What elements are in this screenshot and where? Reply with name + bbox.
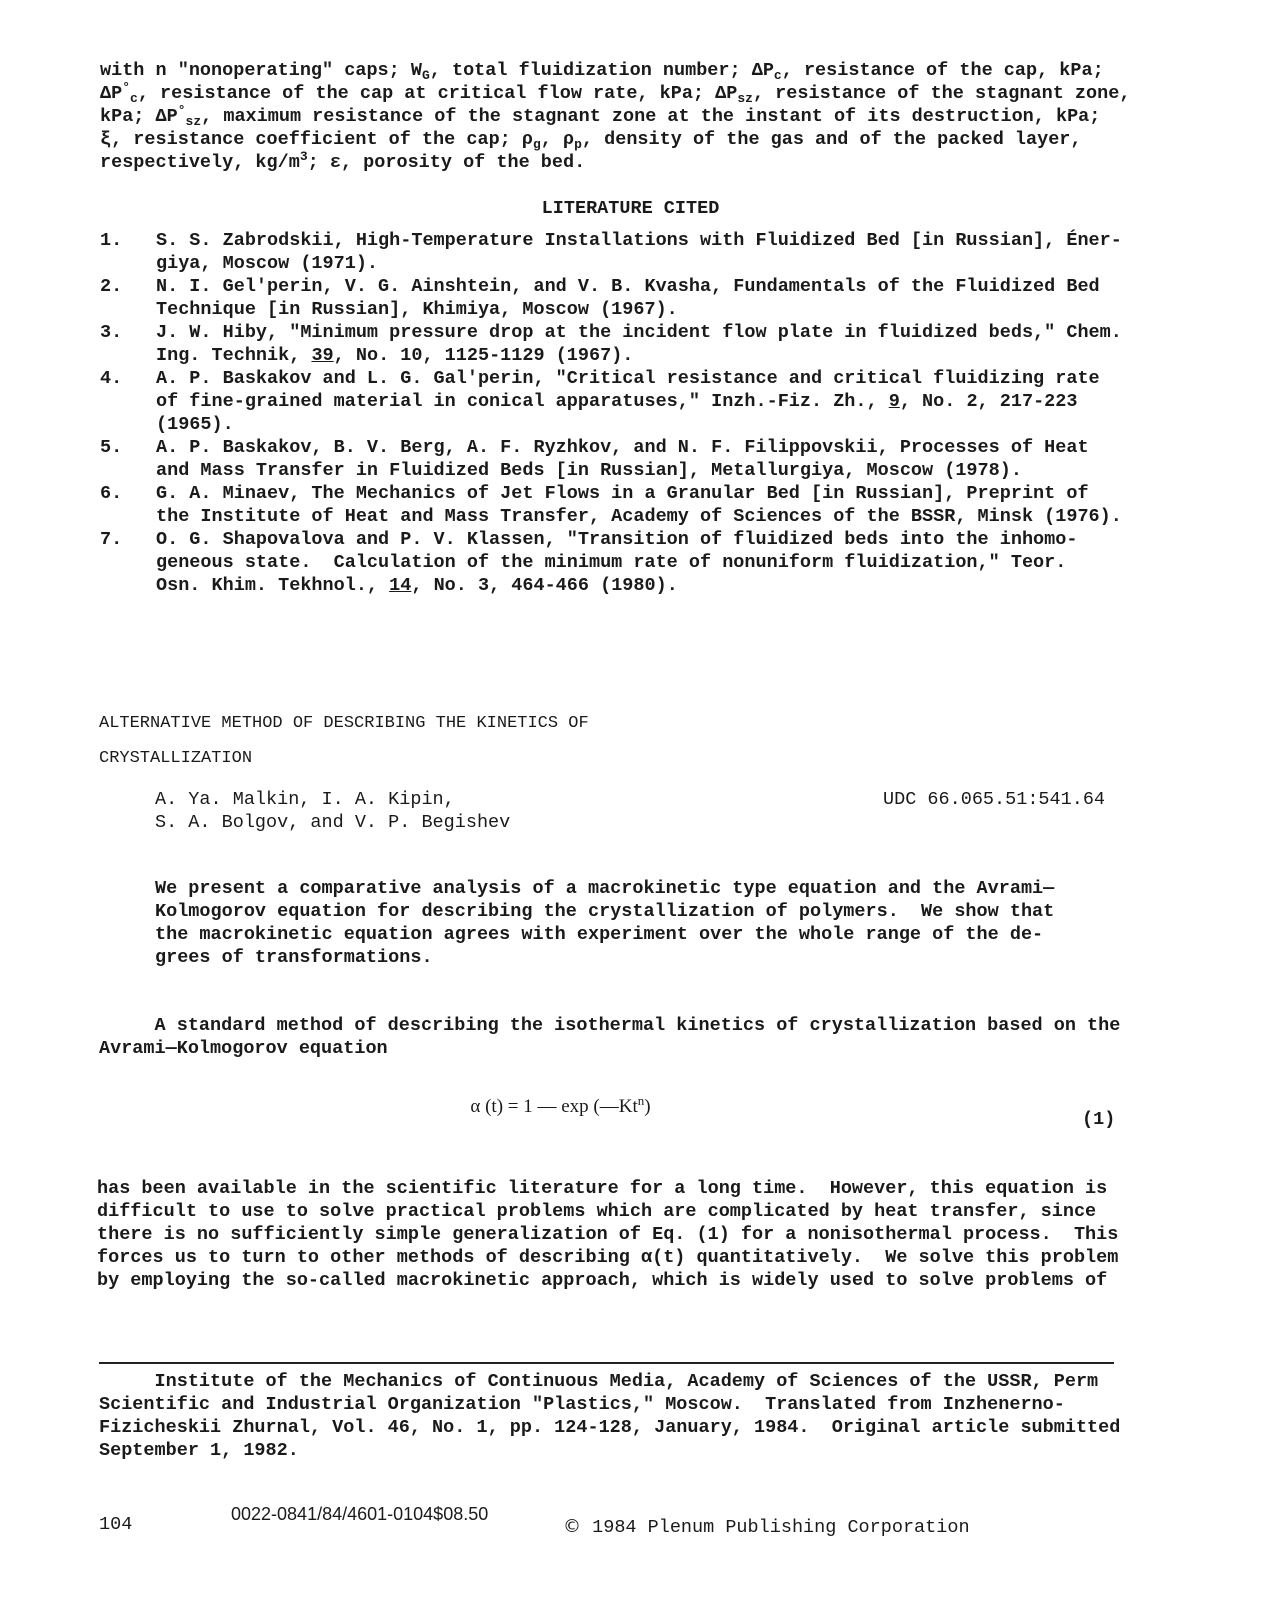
reference-number: 6. (100, 483, 123, 504)
article-title-line: ALTERNATIVE METHOD OF DESCRIBING THE KINETICS OF (99, 714, 589, 733)
footnote: Institute of the Mechanics of Continuous Media, Academy of Sciences of the USSR, Perm Scientific and Industrial Organization "Plastics," Moscow. Translated from Inzhenerno- Fizicheskii Zhurnal, Vol. 46, No. 1, pp. 124-128, January, 1984. Original article submitted September 1, 1982. (99, 1371, 1121, 1461)
reference-item (100, 275, 1180, 321)
reference-text: A. P. Baskakov, B. V. Berg, A. F. Ryzhkov, and N. F. Filippovskii, Processes of Heat and Mass Transfer in Fluidized Beds [in Russian], Metallurgiya, Moscow (1978). (156, 437, 1089, 481)
reference-text: A. P. Baskakov and L. G. Gal'perin, "Critical resistance and critical fluidizing rate of fine-grained material in conical apparatuses," Inzh.-Fiz. Zh., 9, No. 2, 217-223 (1965). (156, 368, 1100, 435)
reference-item (100, 528, 1180, 597)
reference-number: 2. (100, 276, 123, 297)
equation (0, 1093, 1261, 1118)
reference-number: 7. (100, 529, 123, 550)
reference-item (100, 482, 1180, 528)
body-paragraph: A standard method of describing the isothermal kinetics of crystallization based on the Avrami—Kolmogorov equation (99, 1015, 1121, 1059)
reference-text: G. A. Minaev, The Mechanics of Jet Flows in a Granular Bed [in Russian], Preprint of the Institute of Heat and Mass Transfer, Academy of Sciences of the BSSR, Minsk (1976). (156, 483, 1122, 527)
reference-text: J. W. Hiby, "Minimum pressure drop at the incident flow plate in fluidized beds," Chem. Ing. Technik, 39, No. 10, 1125-1129 (1967). (156, 322, 1122, 366)
reference-item (100, 229, 1180, 275)
reference-text: S. S. Zabrodskii, High-Temperature Installations with Fluidized Bed [in Russian], Éner- giya, Moscow (1971). (156, 230, 1122, 274)
udc-code: UDC 66.065.51:541.64 (883, 789, 1106, 810)
page-number: 104 (99, 1514, 133, 1535)
literature-cited-heading: LITERATURE CITED (541, 198, 720, 219)
article-title (99, 706, 589, 776)
copyright-notice: © 1984 Plenum Publishing Corporation (563, 1516, 970, 1538)
reference-number: 5. (100, 437, 123, 458)
footnote-divider (99, 1362, 1114, 1364)
reference-number: 1. (100, 230, 123, 251)
reference-text: O. G. Shapovalova and P. V. Klassen, "Transition of fluidized beds into the inhomo- geneous state. Calculation of the minimum rate of nonuniform fluidization," Teor. Osn. Khim. Tekhnol., 14, No. 3, 464-466 (1980). (156, 529, 1078, 596)
reference-number: 3. (100, 322, 123, 343)
nomenclature-paragraph: with n "nonoperating" caps; $W_G$, total fluidization number; $\Delta P_c$, resistance of the cap, kPa; $\Delta P^\circ_c$, resistance of the cap at critical flow rate, kPa; $\Delta P_{sz}$, resistance of the stagnant zone, kPa; $\Delta P^\circ_{sz}$, maximum resistance of the stagnant zone at the instant of its destruction, kPa; ξ, resistance coefficient of the cap; $\rho_g$, $\rho_p$, density of the gas and of the packed layer, respectively, $kg/m^3$; ε, porosity of the bed. (100, 60, 1131, 173)
authors-line: A. Ya. Malkin, I. A. Kipin, (155, 789, 455, 810)
reference-list (100, 229, 1180, 597)
body-paragraph: has been available in the scientific literature for a long time. However, this equation is difficult to use to solve practical problems which are complicated by heat transfer, since there is no sufficiently simple generalization of Eq. (1) for a nonisothermal process. This forces us to turn to other methods of describing α(t) quantitatively. We solve this problem by employing the so-called macrokinetic approach, which is widely used to solve problems of (97, 1178, 1119, 1291)
reference-item (100, 367, 1180, 436)
equation-body: α (t) = 1 — exp (—Kt$^n$) (470, 1093, 651, 1117)
equation-number: (1) (1082, 1109, 1116, 1130)
authors-line: S. A. Bolgov, and V. P. Begishev (155, 812, 511, 833)
article-authors (155, 788, 510, 834)
reference-text: N. I. Gel'perin, V. G. Ainshtein, and V. B. Kvasha, Fundamentals of the Fluidized Bed Technique [in Russian], Khimiya, Moscow (1967). (156, 276, 1100, 320)
reference-item (100, 436, 1180, 482)
article-title-line: CRYSTALLIZATION (99, 749, 253, 768)
abstract: We present a comparative analysis of a macrokinetic type equation and the Avrami— Kolmogorov equation for describing the crystallization of polymers. We show that the macrokinetic equation agrees with experiment over the whole range of the de- grees of transformations. (155, 878, 1055, 968)
article-code: 0022-0841/84/4601-0104$08.50 (231, 1504, 489, 1524)
reference-item (100, 321, 1180, 367)
reference-number: 4. (100, 368, 123, 389)
copyright-icon: © (563, 1516, 581, 1537)
